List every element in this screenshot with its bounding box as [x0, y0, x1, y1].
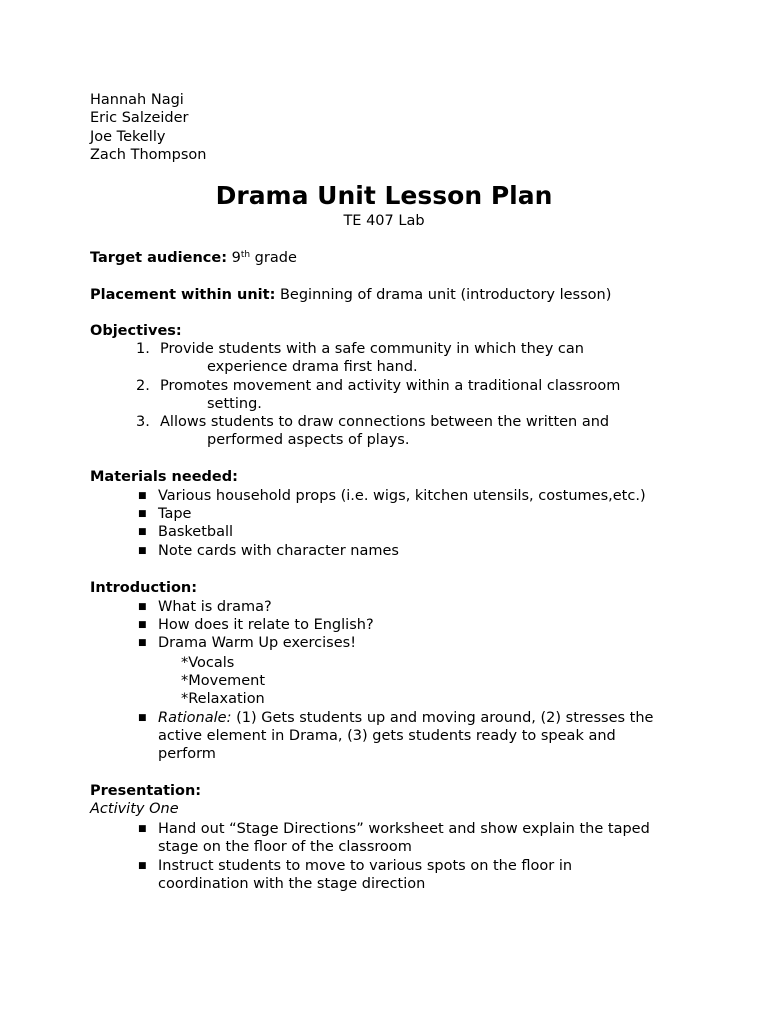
introduction-heading: Introduction: — [90, 580, 198, 596]
bullet-icon: ■ — [138, 620, 147, 630]
target-audience — [90, 249, 297, 267]
presentation-item-continued: coordination with the stage direction — [158, 876, 426, 892]
placement-within-unit — [90, 286, 611, 304]
introduction-item: What is drama? — [158, 599, 272, 615]
bullet-icon: ■ — [138, 546, 147, 556]
introduction-item: Drama Warm Up exercises! — [158, 635, 357, 651]
presentation-item: Instruct students to move to various spots on the floor in — [158, 858, 573, 874]
bullet-icon: ■ — [138, 491, 147, 501]
materials-item: Note cards with character names — [158, 543, 399, 559]
bullet-icon: ■ — [138, 824, 147, 834]
presentation-item-continued: stage on the floor of the classroom — [158, 839, 412, 855]
document-title: Drama Unit Lesson Plan — [215, 181, 553, 210]
activity-label: Activity One — [90, 801, 179, 817]
rationale-line: active element in Drama, (3) gets students ready to speak and — [158, 728, 616, 744]
bullet-icon: ■ — [138, 509, 147, 519]
bullet-icon: ■ — [138, 527, 147, 537]
placement-label: Placement within unit: — [90, 287, 276, 303]
materials-item: Basketball — [158, 524, 234, 540]
materials-item: Various household props (i.e. wigs, kitchen utensils, costumes,etc.) — [158, 488, 646, 504]
objective-item-continued: setting. — [207, 396, 262, 412]
author-name: Joe Tekelly — [90, 128, 166, 145]
warmup-subitem: *Vocals — [181, 655, 235, 671]
author-name: Eric Salzeider — [90, 110, 189, 127]
materials-heading: Materials needed: — [90, 469, 238, 485]
presentation-item: Hand out “Stage Directions” worksheet and show explain the taped — [158, 821, 650, 837]
target-audience-label: Target audience: — [90, 250, 227, 266]
objective-item: 2. Promotes movement and activity within a traditional classroom — [136, 378, 621, 394]
author-list — [90, 91, 206, 164]
introduction-item: How does it relate to English? — [158, 617, 374, 633]
rationale-line: perform — [158, 746, 216, 762]
warmup-subitem: *Movement — [181, 673, 266, 689]
placement-value: Beginning of drama unit (introductory lesson) — [275, 287, 612, 303]
materials-item: Tape — [158, 506, 192, 522]
author-name: Zach Thompson — [90, 146, 207, 163]
document-subtitle: TE 407 Lab — [343, 213, 425, 229]
objectives-heading: Objectives: — [90, 323, 182, 339]
bullet-icon: ■ — [138, 638, 147, 648]
bullet-icon: ■ — [138, 861, 147, 871]
bullet-icon: ■ — [138, 602, 147, 612]
warmup-subitem: *Relaxation — [181, 691, 265, 707]
objective-item-continued: performed aspects of plays. — [207, 432, 410, 448]
target-audience-value: 9th grade — [231, 250, 297, 266]
rationale-label: Rationale: — [158, 710, 232, 726]
objective-item-continued: experience drama first hand. — [207, 359, 418, 375]
bullet-icon: ■ — [138, 713, 147, 723]
objective-item: 1. Provide students with a safe community in which they can — [136, 341, 584, 357]
author-name: Hannah Nagi — [90, 92, 184, 108]
objective-item: 3. Allows students to draw connections between the written and — [136, 414, 610, 430]
presentation-heading: Presentation: — [90, 783, 202, 799]
rationale-line: Rationale: (1) Gets students up and moving around, (2) stresses the — [158, 710, 654, 726]
